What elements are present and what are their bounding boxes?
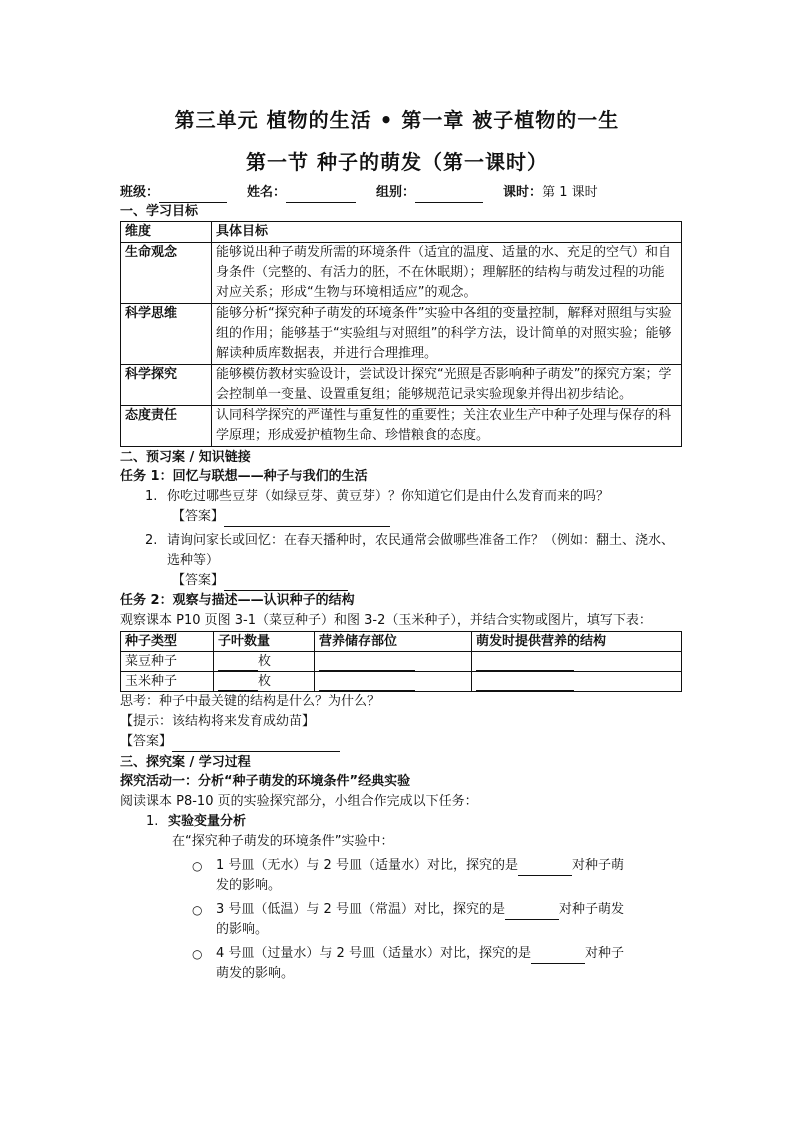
fill-blank[interactable] (505, 904, 559, 920)
activity1-title: 探究活动一：分析“种子萌发的环境条件”经典实验 (120, 774, 411, 789)
count-blank[interactable] (218, 675, 258, 691)
goal-cell: 能够说出种子萌发所需的环境条件（适宜的温度、适量的水、充足的空气）和自身条件（完整的、有活力的胚，不在休眠期）；理解胚的结构与萌发过程的功能对应关系；形成“生物与环境相适应”的观念。 (212, 243, 682, 304)
student-info-row (120, 181, 682, 203)
step-number: 1. (146, 814, 159, 829)
unit-title: 第三单元 植物的生活 • 第一章 被子植物的一生 (174, 108, 620, 132)
answer-blank[interactable] (172, 736, 340, 752)
dimension-cell: 生命观念 (121, 243, 212, 304)
group-label: 组别： (376, 185, 416, 200)
unit-label: 枚 (258, 674, 272, 689)
circle-bullet-icon: ○ (192, 903, 203, 917)
header-nutrient-structure: 萌发时提供营养的结构 (472, 632, 682, 652)
answer-blank[interactable] (224, 575, 348, 591)
fill-blank[interactable] (518, 860, 572, 876)
table-header-row (121, 222, 682, 243)
table-row (121, 652, 682, 672)
learning-goals-table (120, 221, 682, 447)
cotyledon-cell (214, 672, 315, 692)
header-dimension: 维度 (121, 222, 212, 243)
fill-blank[interactable] (531, 948, 585, 964)
header-storage-part: 营养储存部位 (315, 632, 472, 652)
storage-cell (315, 672, 472, 692)
header-goal: 具体目标 (212, 222, 682, 243)
structure-cell (472, 652, 682, 672)
question-text: 你吃过哪些豆芽（如绿豆芽、黄豆芽）？你知道它们是由什么发育而来的吗？ (167, 489, 610, 504)
question-2 (120, 531, 682, 571)
step-title: 实验变量分析 (168, 814, 247, 829)
unit-label: 枚 (258, 654, 272, 669)
count-blank[interactable] (218, 655, 258, 671)
dimension-cell: 科学探究 (121, 365, 212, 406)
table-header-row (121, 632, 682, 652)
structure-cell (472, 672, 682, 692)
seed-type-cell: 玉米种子 (121, 672, 214, 692)
seed-structure-table (120, 631, 682, 692)
question-number: 2. (145, 533, 158, 548)
storage-blank[interactable] (319, 675, 415, 691)
task2-intro: 观察课本 P10 页图 3-1（菜豆种子）和图 3-2（玉米种子），并结合实物或图片，填写下表： (120, 613, 652, 628)
bullet-text-a: 3 号皿（低温）与 2 号皿（常温）对比，探究的是 (216, 902, 505, 917)
bullet-text-b: 对种子萌 (571, 858, 624, 873)
goal-cell: 能够分析“探究种子萌发的环境条件”实验中各组的变量控制，解释对照组与实验组的作用；能够基于“实验组与对照组”的科学方法，设计简单的对照实验；能够解读种质库数据表，并进行合理推理。 (212, 304, 682, 365)
header-cotyledon-count: 子叶数量 (214, 632, 315, 652)
cotyledon-cell (214, 652, 315, 672)
dimension-cell: 科学思维 (121, 304, 212, 365)
task2-title: 任务 2：观察与描述——认识种子的结构 (120, 593, 355, 608)
period-label: 课时： (503, 185, 543, 200)
answer-line-2 (120, 571, 682, 591)
circle-bullet-icon: ○ (192, 859, 203, 873)
answer-line-1 (120, 507, 682, 527)
hint-text: 【提示：该结构将来发育成幼苗】 (120, 714, 316, 729)
list-item (120, 944, 682, 984)
section1-heading: 一、学习目标 (120, 204, 199, 219)
table-row (121, 243, 682, 304)
group-blank[interactable] (415, 187, 483, 203)
class-blank[interactable] (159, 187, 227, 203)
name-blank[interactable] (286, 187, 356, 203)
bullet-text-a: 4 号皿（过量水）与 2 号皿（适量水）对比，探究的是 (216, 946, 531, 961)
worksheet-content (120, 181, 682, 984)
goal-cell: 认同科学探究的严谨性与重复性的重要性；关注农业生产中种子处理与保存的科学原理；形成爱护植物生命、珍惜粮食的态度。 (212, 406, 682, 447)
table-row (121, 365, 682, 406)
think-question: 思考：种子中最关键的结构是什么？为什么？ (120, 694, 381, 709)
table-row (121, 672, 682, 692)
period-value: 第 1 课时 (542, 185, 598, 200)
activity1-intro: 阅读课本 P8-10 页的实验探究部分，小组合作完成以下任务： (120, 794, 478, 809)
bullet-text-c: 发的影响。 (216, 878, 282, 893)
list-item (120, 900, 682, 940)
structure-blank[interactable] (476, 675, 574, 691)
answer-blank[interactable] (224, 511, 390, 527)
name-label: 姓名： (247, 185, 287, 200)
dimension-cell: 态度责任 (121, 406, 212, 447)
lesson-title: 第一节 种子的萌发（第一课时） (246, 150, 548, 174)
header-seed-type: 种子类型 (121, 632, 214, 652)
answer-label: 【答案】 (172, 509, 225, 524)
table-row (121, 406, 682, 447)
table-row (121, 304, 682, 365)
list-item (120, 856, 682, 896)
circle-bullet-icon: ○ (192, 947, 203, 961)
bullet-text-c: 的影响。 (216, 922, 269, 937)
section2-heading: 二、预习案 / 知识链接 (120, 450, 251, 465)
answer-label: 【答案】 (120, 734, 173, 749)
class-label: 班级： (120, 185, 160, 200)
task1-title: 任务 1：回忆与联想——种子与我们的生活 (120, 469, 368, 484)
bullet-text-b: 对种子萌发 (558, 902, 624, 917)
bullet-text-a: 1 号皿（无水）与 2 号皿（适量水）对比，探究的是 (216, 858, 518, 873)
bullet-text-c: 萌发的影响。 (216, 966, 295, 981)
bullet-text-b: 对种子 (584, 946, 624, 961)
step-1 (120, 812, 682, 832)
answer-label: 【答案】 (172, 573, 225, 588)
question-number: 1. (145, 489, 158, 504)
question-text: 请询问家长或回忆：在春天播种时，农民通常会做哪些准备工作？（例如：翻土、浇水、选种等） (167, 533, 675, 568)
section3-heading: 三、探究案 / 学习过程 (120, 755, 251, 770)
structure-blank[interactable] (476, 655, 574, 671)
seed-type-cell: 菜豆种子 (121, 652, 214, 672)
step1-intro: 在“探究种子萌发的环境条件”实验中： (172, 834, 394, 849)
storage-blank[interactable] (319, 655, 415, 671)
storage-cell (315, 652, 472, 672)
answer-line-3 (120, 732, 682, 752)
question-1 (120, 487, 682, 507)
goal-cell: 能够模仿教材实验设计，尝试设计探究“光照是否影响种子萌发”的探究方案；学会控制单一变量、设置重复组；能够规范记录实验现象并得出初步结论。 (212, 365, 682, 406)
